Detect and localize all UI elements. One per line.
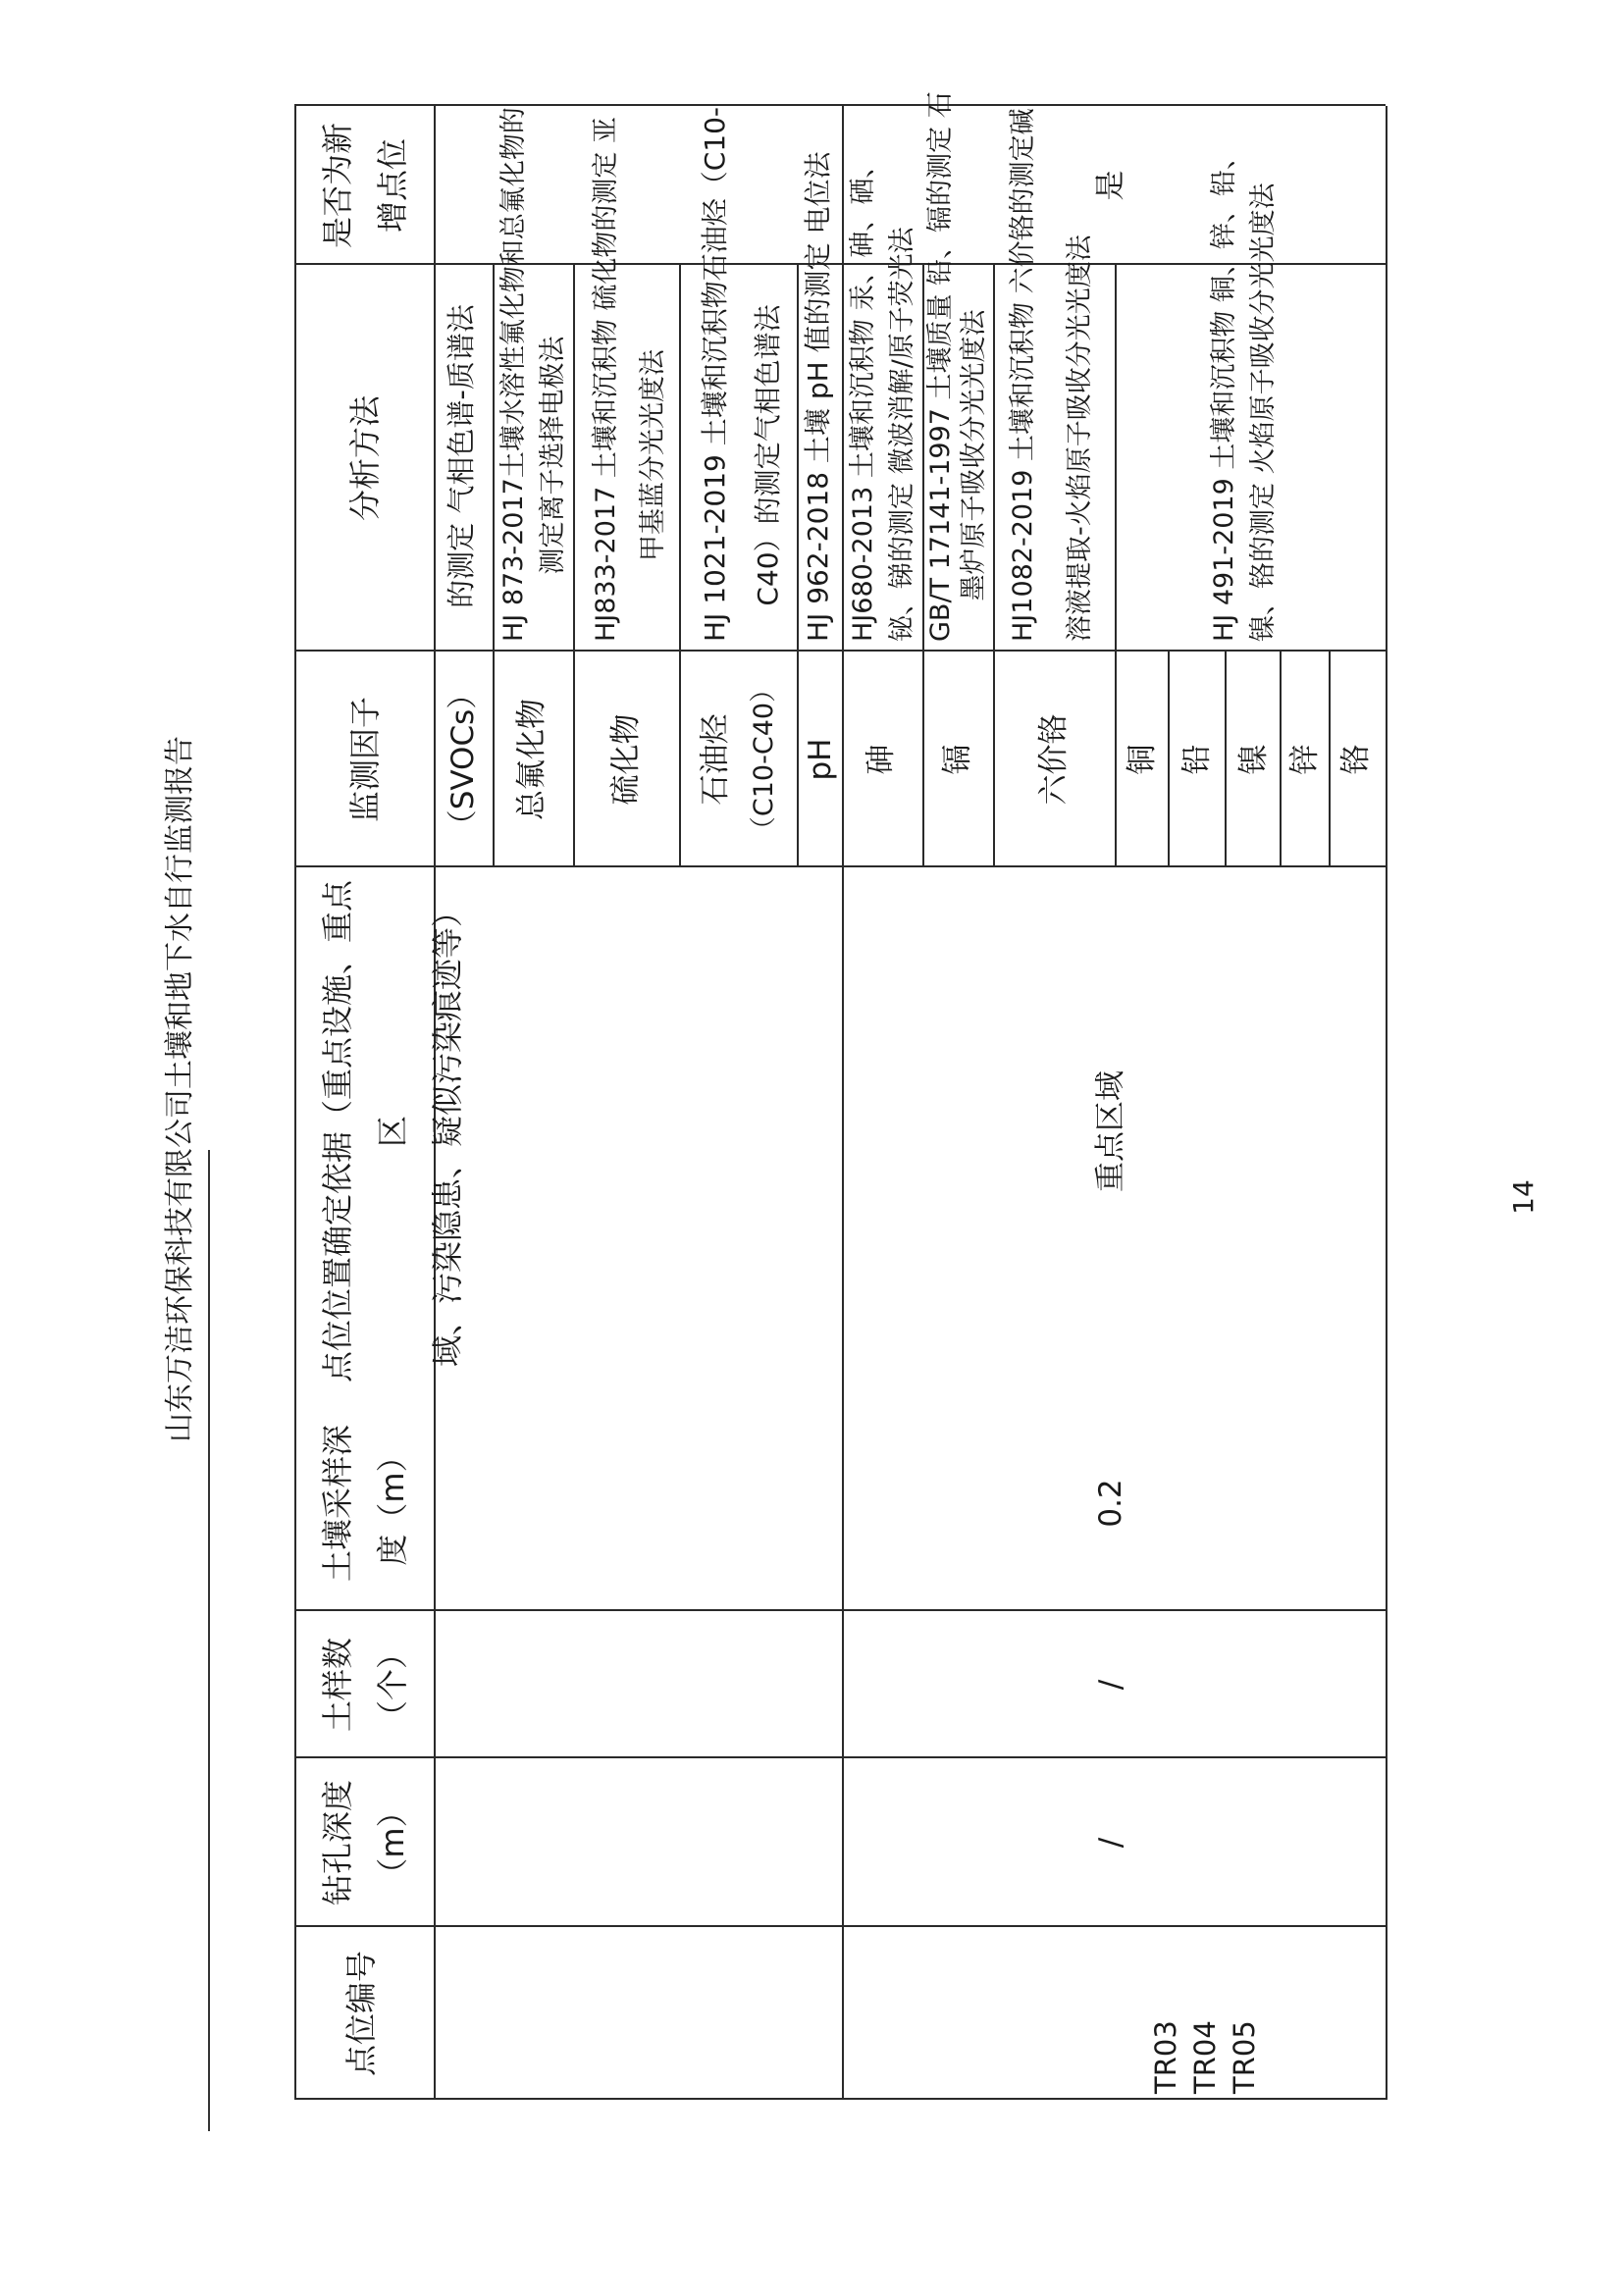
- method-cadmium: GB/T 17141-1997 土壤质量 铅、镉的测定 石 墨炉原子吸收分光光度法: [925, 91, 989, 642]
- method-total-fluoride: HJ 873-2017土壤水溶性氟化物和总氟化物的 测定离子选择电极法: [498, 107, 568, 642]
- sample-depth-value: 0.2: [1093, 1479, 1128, 1528]
- point-id-tr03: TR03: [1149, 2020, 1182, 2094]
- factor-zinc: 锌: [1287, 744, 1323, 775]
- soil-count-value: /: [1093, 1679, 1128, 1691]
- header-soil-count: 土样数 （个）: [319, 1638, 411, 1733]
- header-point-id: 点位编号: [342, 1951, 380, 2077]
- drill-depth-value: /: [1093, 1837, 1128, 1849]
- method-ph: HJ 962-2018 土壤 pH 值的测定 电位法: [802, 151, 834, 642]
- factor-arsenic: 砷: [864, 744, 899, 775]
- header-drill-depth: 钻孔深度 （m）: [319, 1780, 411, 1906]
- location-basis-value: 重点区域: [1093, 1070, 1128, 1192]
- method-heavy-metals: HJ 491-2019 土壤和沉积物 铜、锌、铅、 镍、铬的测定 火焰原子吸收分光光度法: [1209, 142, 1279, 642]
- point-id-tr04: TR04: [1188, 2020, 1222, 2094]
- factor-chromium: 铬: [1338, 744, 1374, 775]
- method-hexavalent-chromium: HJ1082-2019 土壤和沉积物 六价铬的测定碱 溶液提取-火焰原子吸收分光光度法: [1008, 108, 1095, 642]
- method-sulfide: HJ833-2017 土壤和沉积物 硫化物的测定 亚 甲基蓝分光光度法: [591, 116, 668, 642]
- method-svocs: 的测定 气相色谱-质谱法: [445, 304, 478, 608]
- factor-petroleum-hydrocarbons: 石油烃 （C10-C40）: [698, 675, 779, 844]
- method-petroleum-hydrocarbons: HJ 1021-2019 土壤和沉积物石油烃（C10- C40）的测定气相色谱法: [699, 106, 784, 642]
- document-header: 山东万洁环保科技有限公司土壤和地下水自行监测报告: [163, 736, 197, 1442]
- header-analysis-method: 分析方法: [346, 395, 384, 522]
- factor-nickel: 镍: [1236, 744, 1272, 775]
- method-arsenic: HJ680-2013 土壤和沉积物 汞、砷、硒、 铋、锑的测定 微波消解/原子荧光法: [848, 151, 917, 642]
- header-sample-depth: 土壤采样深 度（m）: [319, 1425, 411, 1583]
- page-number: 14: [1507, 1179, 1540, 1215]
- point-id-list: [1146, 1921, 1264, 2100]
- header-location-basis: 点位位置确定依据（重点设施、重点区 域、污染隐患、疑似污染痕迹等）: [319, 880, 466, 1383]
- factor-total-fluoride: 总氟化物: [514, 699, 550, 820]
- header-monitoring-factor: 监测因子: [346, 697, 384, 823]
- factor-svocs: （SVOCs）: [445, 678, 481, 841]
- is-new-point-value: 是: [1093, 170, 1128, 201]
- header-rule: [208, 1150, 210, 2131]
- factor-lead: 铅: [1179, 744, 1215, 775]
- factor-ph: pH: [803, 738, 838, 781]
- factor-sulfide: 硫化物: [608, 713, 644, 806]
- factor-copper: 铜: [1125, 744, 1160, 775]
- header-is-new-point: 是否为新 增点位: [319, 123, 411, 249]
- point-id-tr05: TR05: [1228, 2020, 1261, 2094]
- factor-cadmium: 镉: [940, 744, 975, 775]
- factor-hexavalent-chromium: 六价铬: [1036, 713, 1072, 806]
